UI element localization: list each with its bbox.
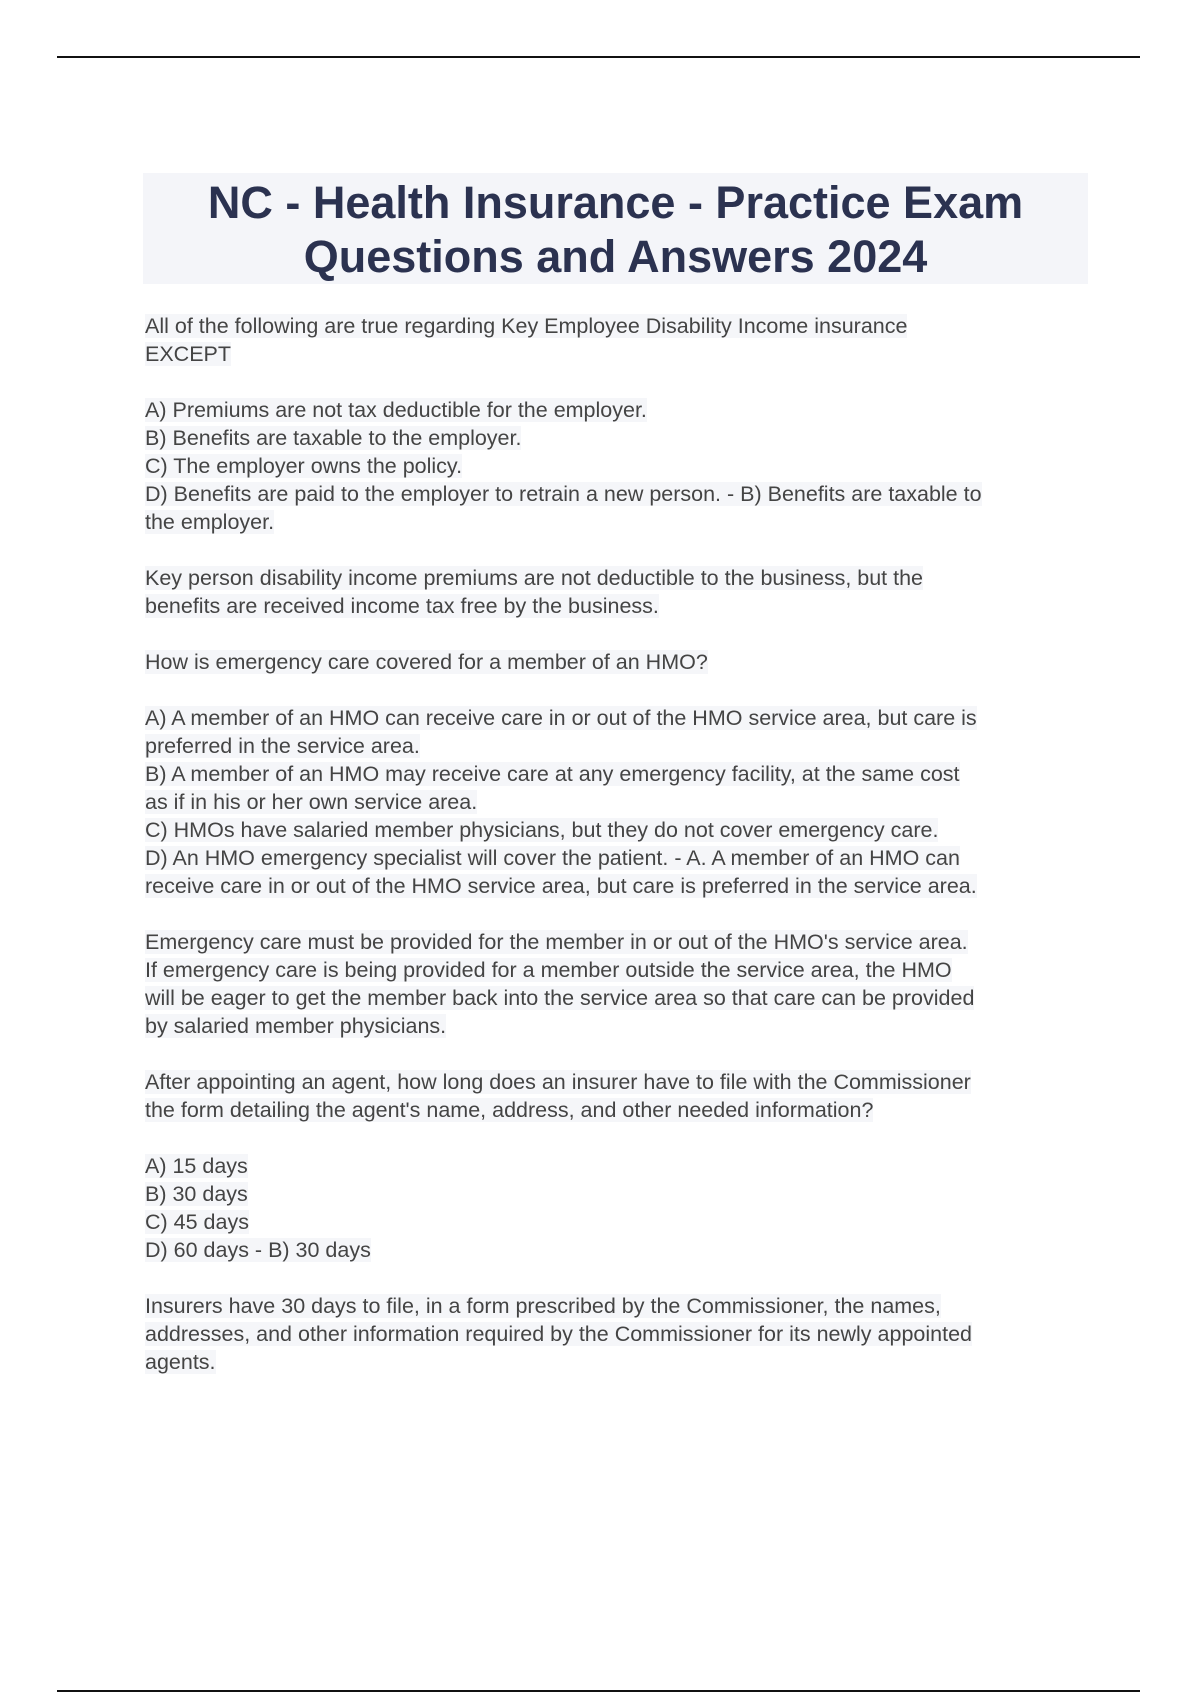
text-line-content: receive care in or out of the HMO service area, but care is preferred in the service area. [145,874,977,898]
paragraph [145,564,1095,620]
paragraph [145,1292,1095,1376]
text-line [145,732,1095,760]
document-body [145,312,1095,1404]
text-line [145,1068,1095,1096]
text-line-content: A) Premiums are not tax deductible for the employer. [145,398,647,422]
text-line [145,1096,1095,1124]
paragraph [145,396,1095,536]
text-line-content: agents. [145,1350,216,1374]
text-line-content: How is emergency care covered for a member of an HMO? [145,650,708,674]
paragraph [145,312,1095,368]
text-line-content: D) 60 days - B) 30 days [145,1238,371,1262]
text-line [145,1012,1095,1040]
text-line [145,956,1095,984]
text-line-content: C) 45 days [145,1210,249,1234]
header-rule [57,56,1140,58]
text-line [145,1208,1095,1236]
text-line-content: D) Benefits are paid to the employer to retrain a new person. - B) Benefits are taxable to [145,482,982,506]
paragraph [145,704,1095,900]
text-line-content: will be eager to get the member back into the service area so that care can be provided [145,986,975,1010]
text-line-content: as if in his or her own service area. [145,790,478,814]
text-line [145,760,1095,788]
text-line [145,928,1095,956]
text-line-content: the employer. [145,510,275,534]
text-line-content: by salaried member physicians. [145,1014,447,1038]
title-line: NC - Health Insurance - Practice Exam [207,177,1024,228]
text-line [145,872,1095,900]
title-line: Questions and Answers 2024 [303,231,928,282]
paragraph [145,1152,1095,1264]
text-line-content: C) The employer owns the policy. [145,454,463,478]
text-line [145,312,1095,340]
footer-rule [57,1690,1140,1692]
text-line [145,508,1095,536]
text-line-content: A) A member of an HMO can receive care in or out of the HMO service area, but care is [145,706,977,730]
paragraph [145,1068,1095,1124]
text-line-content: EXCEPT [145,342,232,366]
text-line [145,1152,1095,1180]
text-line-content: Insurers have 30 days to file, in a form prescribed by the Commissioner, the names, [145,1294,941,1318]
text-line [145,984,1095,1012]
document-title [143,173,1088,284]
text-line-content: B) A member of an HMO may receive care at any emergency facility, at the same cost [145,762,960,786]
text-line-content: D) An HMO emergency specialist will cover the patient. - A. A member of an HMO can [145,846,960,870]
text-line-content: C) HMOs have salaried member physicians, but they do not cover emergency care. [145,818,939,842]
text-line [145,1320,1095,1348]
text-line [145,1348,1095,1376]
text-line-content: benefits are received income tax free by the business. [145,594,659,618]
text-line-content: B) Benefits are taxable to the employer. [145,426,522,450]
text-line [145,1180,1095,1208]
text-line [145,788,1095,816]
text-line [145,704,1095,732]
text-line [145,480,1095,508]
text-line-content: All of the following are true regarding Key Employee Disability Income insurance [145,314,908,338]
text-line [145,564,1095,592]
text-line-content: A) 15 days [145,1154,248,1178]
paragraph [145,648,1095,676]
text-line [145,592,1095,620]
paragraph [145,928,1095,1040]
text-line [145,1236,1095,1264]
text-line [145,844,1095,872]
text-line [145,396,1095,424]
text-line [145,340,1095,368]
text-line-content: After appointing an agent, how long does an insurer have to file with the Commissioner [145,1070,971,1094]
text-line [145,452,1095,480]
text-line-content: Key person disability income premiums are not deductible to the business, but the [145,566,924,590]
text-line-content: If emergency care is being provided for a member outside the service area, the HMO [145,958,952,982]
text-line-content: the form detailing the agent's name, address, and other needed information? [145,1098,874,1122]
text-line [145,816,1095,844]
text-line-content: addresses, and other information required by the Commissioner for its newly appointed [145,1322,972,1346]
text-line [145,648,1095,676]
text-line [145,424,1095,452]
text-line [145,1292,1095,1320]
text-line-content: B) 30 days [145,1182,248,1206]
text-line-content: Emergency care must be provided for the member in or out of the HMO's service area. [145,930,968,954]
text-line-content: preferred in the service area. [145,734,420,758]
